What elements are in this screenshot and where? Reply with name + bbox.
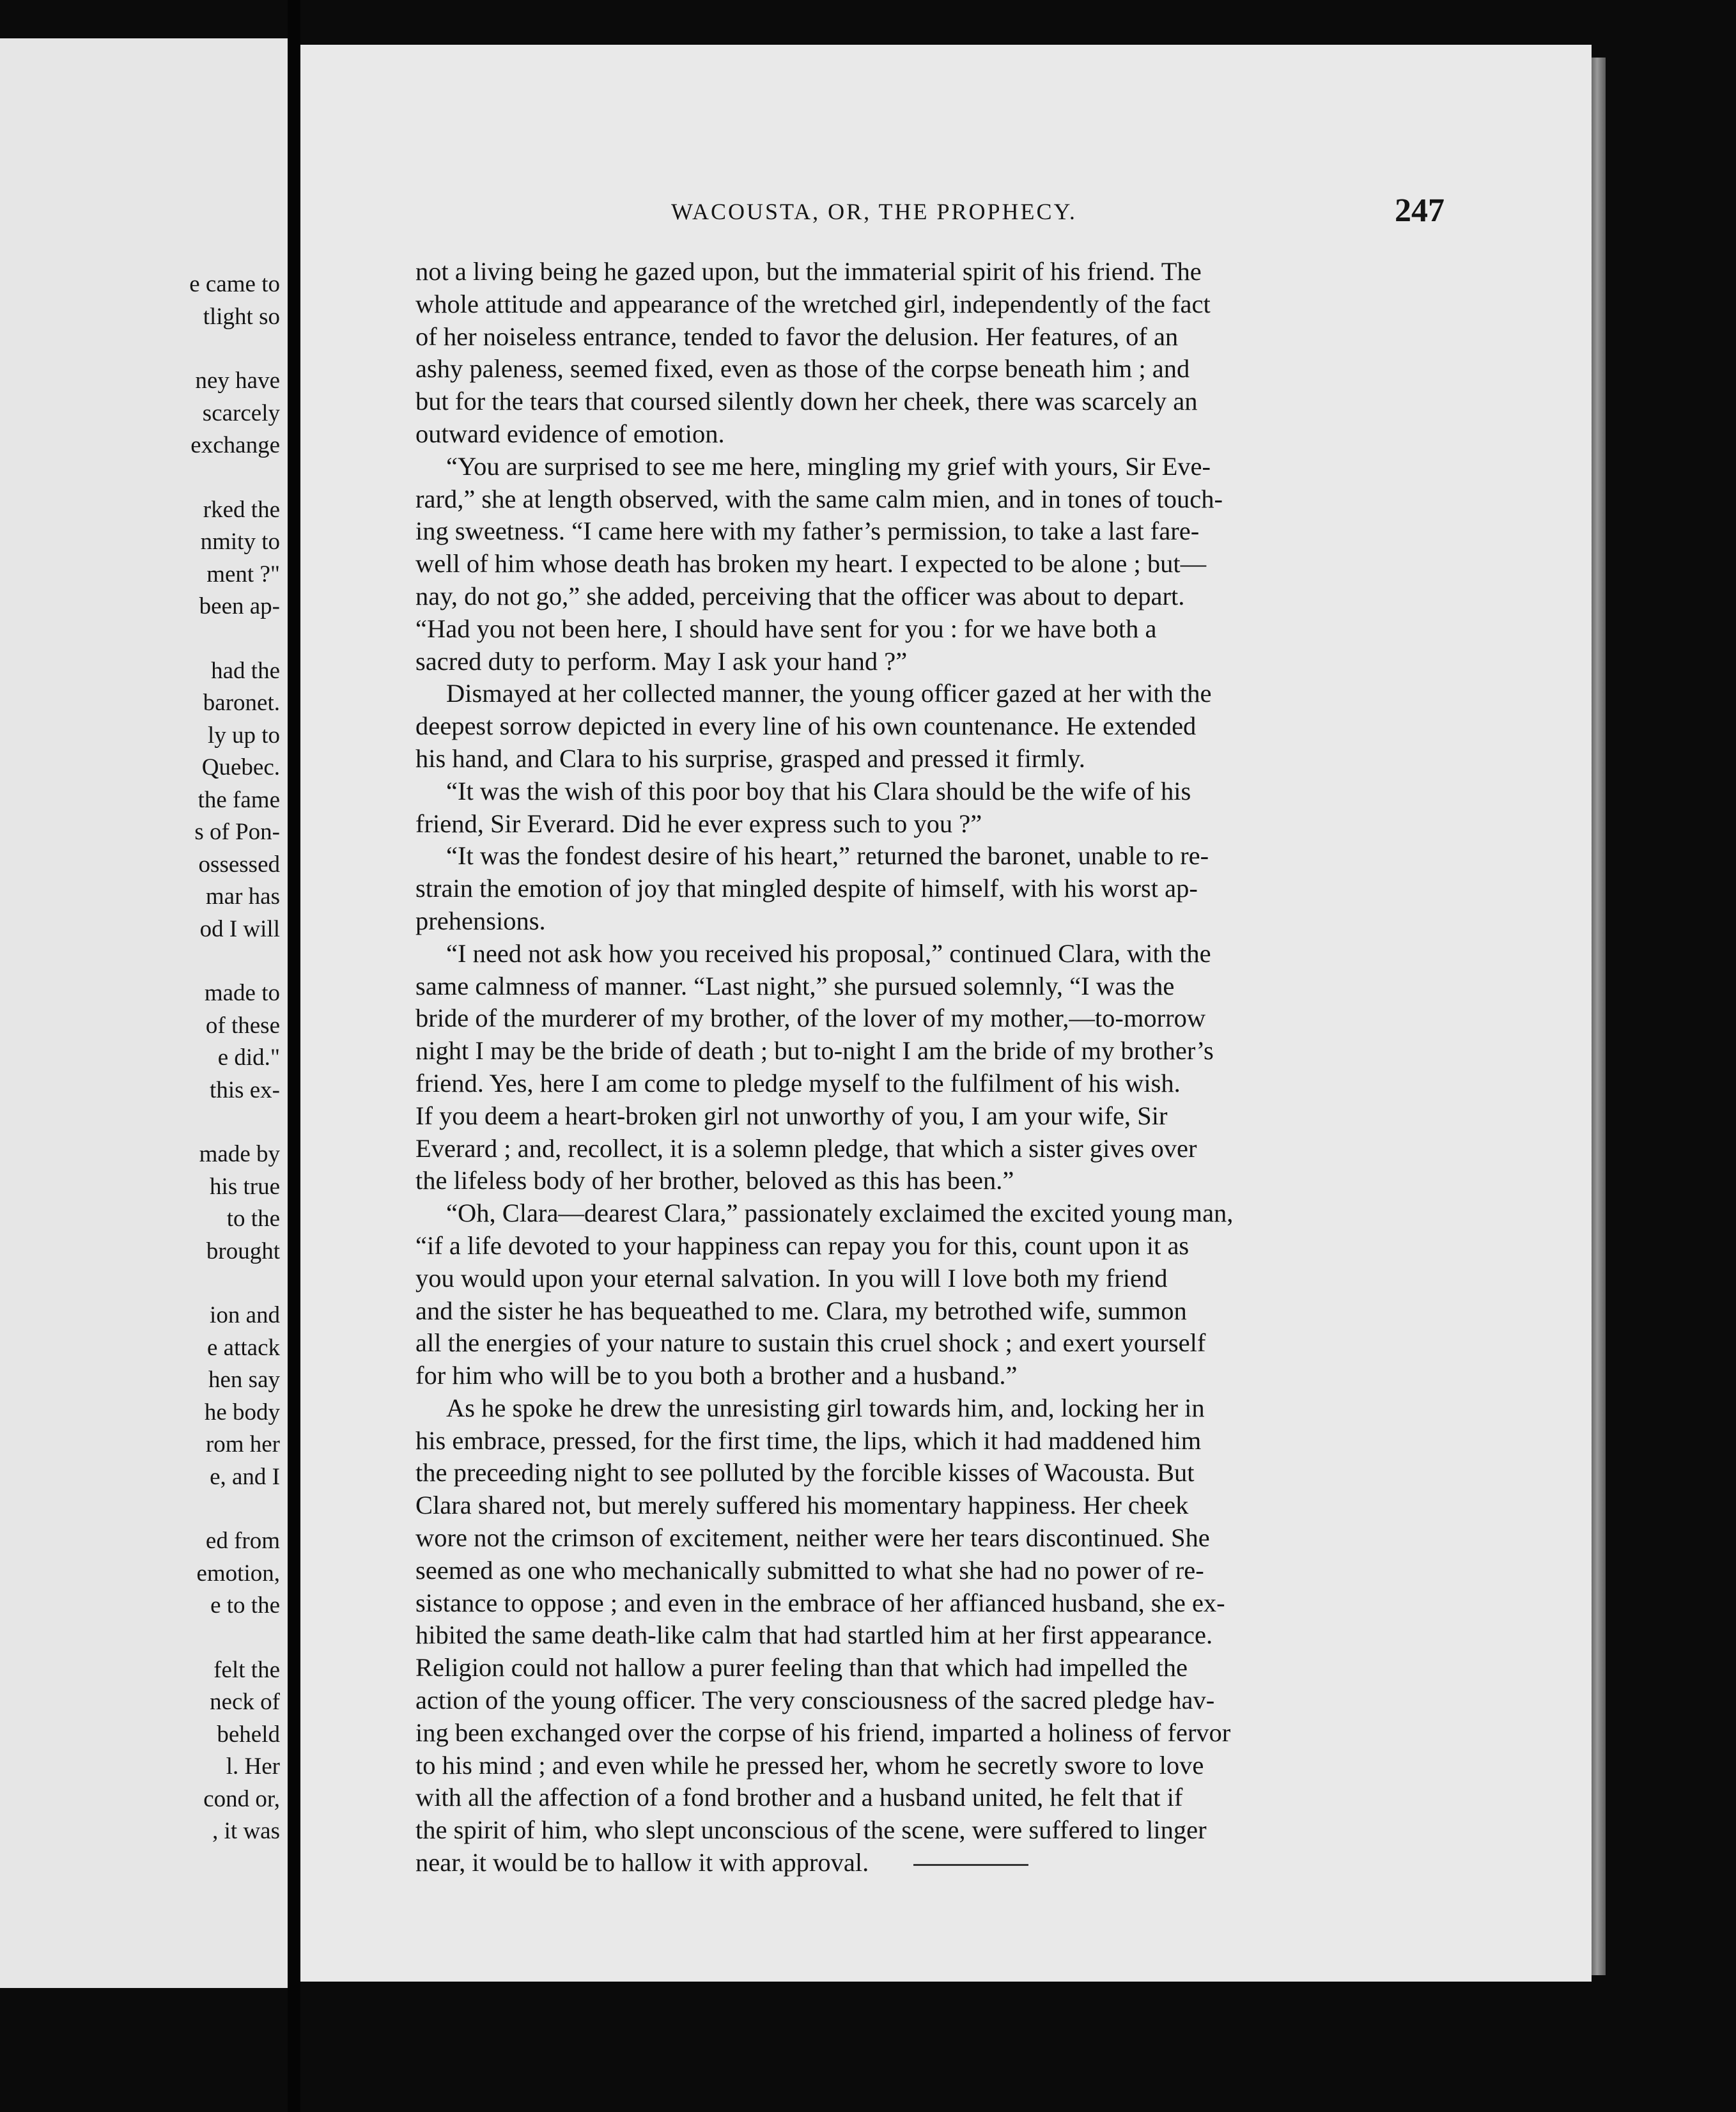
text-line: Clara shared not, but merely suffered his momentary happiness. Her cheek — [415, 1491, 1189, 1520]
left-page-line: ossessed — [198, 851, 280, 878]
left-page-line: mar has — [205, 883, 280, 910]
text-line: Everard ; and, recollect, it is a solemn pledge, that which a sister gives over — [415, 1133, 1197, 1163]
left-page-line: brought — [206, 1238, 280, 1264]
text-line: well of him whose death has broken my heart. I expected to be alone ; but— — [415, 549, 1207, 578]
left-page-line: Quebec. — [201, 754, 280, 780]
text-line: nay, do not go,” she added, perceiving that the officer was about to depart. — [415, 581, 1185, 610]
text-line: the spirit of him, who slept unconscious of the scene, were suffered to linger — [415, 1815, 1207, 1845]
left-page-text-column — [189, 268, 280, 1848]
text-line: for him who will be to you both a brother and a husband.” — [415, 1361, 1018, 1390]
text-line: bride of the murderer of my brother, of the lover of my mother,—to-morrow — [415, 1004, 1206, 1033]
paragraph — [415, 1392, 1464, 1879]
text-line: “Oh, Clara—dearest Clara,” passionately exclaimed the excited young man, — [446, 1199, 1234, 1228]
body-text — [415, 256, 1464, 1879]
left-page-line: ed from — [205, 1528, 280, 1554]
paragraph — [415, 1197, 1464, 1392]
text-line: all the energies of your nature to sustain this cruel shock ; and exert yourself — [415, 1328, 1206, 1358]
paragraph — [415, 938, 1464, 1197]
left-page-line: e came to — [189, 271, 280, 297]
left-page-line: , it was — [212, 1818, 280, 1844]
text-line: sistance to oppose ; and even in the embrace of her affianced husband, she ex- — [415, 1588, 1225, 1617]
text-line: friend, Sir Everard. Did he ever express such to you ?” — [415, 809, 982, 838]
left-page-line: he body — [204, 1399, 280, 1425]
left-page-line: felt the — [213, 1656, 280, 1683]
left-page-line: e did." — [217, 1044, 280, 1071]
left-page-line: hen say — [208, 1367, 280, 1393]
text-line: “if a life devoted to your happiness can repay you for this, count upon it as — [415, 1231, 1190, 1260]
paragraph — [415, 451, 1464, 678]
line-gap — [189, 1622, 280, 1654]
left-page-line: neck of — [210, 1689, 280, 1715]
text-line: friend. Yes, here I am come to pledge myself to the fulfilment of his wish. — [415, 1068, 1181, 1098]
left-page-line: of these — [205, 1012, 280, 1039]
left-page-line: scarcely — [202, 400, 280, 426]
left-page-line: ment ?" — [206, 561, 280, 587]
line-gap — [189, 462, 280, 494]
left-page-line: to the — [226, 1206, 280, 1232]
left-page-line: ly up to — [207, 722, 280, 749]
running-head: WACOUSTA, OR, THE PROPHECY. — [671, 199, 1077, 224]
text-line: “I need not ask how you received his proposal,” continued Clara, with the — [446, 938, 1211, 968]
text-line: ashy paleness, seemed fixed, even as those of the corpse beneath him ; and — [415, 354, 1190, 384]
paragraph — [415, 840, 1464, 937]
left-page-line: rom her — [205, 1431, 280, 1457]
paragraph — [415, 678, 1464, 775]
line-gap — [189, 1268, 280, 1300]
left-page-line: ney have — [195, 368, 280, 394]
text-line: strain the emotion of joy that mingled despite of himself, with his worst ap- — [415, 874, 1198, 903]
text-line: whole attitude and appearance of the wretched girl, independently of the fact — [415, 289, 1211, 318]
page-number: 247 — [1395, 192, 1445, 229]
text-line: and the sister he has bequeathed to me. Clara, my betrothed wife, summon — [415, 1296, 1187, 1325]
text-line: “It was the fondest desire of his heart,” returned the baronet, unable to re- — [446, 841, 1209, 871]
text-line: “You are surprised to see me here, mingling my grief with yours, Sir Eve- — [446, 451, 1211, 481]
line-gap — [189, 333, 280, 365]
left-page — [0, 38, 288, 1988]
text-line: deepest sorrow depicted in every line of his own countenance. He extended — [415, 711, 1197, 741]
left-page-line: s of Pon- — [194, 819, 280, 845]
left-page-line: l. Her — [226, 1753, 280, 1780]
text-line: ing been exchanged over the corpse of his friend, imparted a holiness of fervor — [415, 1718, 1231, 1747]
left-page-line: od I will — [199, 915, 280, 942]
line-gap — [189, 1106, 280, 1138]
text-line: his hand, and Clara to his surprise, grasped and pressed it firmly. — [415, 743, 1085, 773]
text-line: Religion could not hallow a purer feeling than that which had impelled the — [415, 1653, 1188, 1682]
text-line: his embrace, pressed, for the first time, the lips, which it had maddened him — [415, 1425, 1202, 1455]
left-page-line: rked the — [203, 496, 280, 523]
line-gap — [189, 623, 280, 655]
book-gutter — [288, 0, 300, 2112]
left-page-line: beheld — [217, 1721, 280, 1748]
text-line: ing sweetness. “I came here with my father’s permission, to take a last fare- — [415, 516, 1200, 546]
left-page-line: exchange — [190, 432, 280, 458]
text-line: wore not the crimson of excitement, neither were her tears discontinued. She — [415, 1523, 1210, 1553]
text-line: night I may be the bride of death ; but to-night I am the bride of my brother’s — [415, 1036, 1214, 1066]
left-page-line: his true — [210, 1173, 280, 1200]
left-page-line: had the — [211, 657, 280, 684]
text-line: same calmness of manner. “Last night,” she pursued solemnly, “I was the — [415, 971, 1175, 1000]
text-line: “It was the wish of this poor boy that his Clara should be the wife of his — [446, 776, 1191, 805]
line-gap — [189, 1493, 280, 1525]
left-page-line: nmity to — [200, 529, 280, 555]
text-line: prehensions. — [415, 906, 546, 935]
left-page-line: tlight so — [203, 303, 280, 330]
left-page-line: e attack — [207, 1334, 280, 1361]
paragraph — [415, 775, 1464, 841]
left-page-line: baronet. — [203, 690, 280, 716]
text-line: seemed as one who mechanically submitted to what she had no power of re- — [415, 1555, 1204, 1585]
text-line: but for the tears that coursed silently down her cheek, there was scarcely an — [415, 387, 1198, 416]
text-line: near, it would be to hallow it with approval. — [415, 1847, 1464, 1879]
text-line: “Had you not been here, I should have sent for you : for we have both a — [415, 614, 1157, 643]
left-page-line: made by — [199, 1141, 280, 1167]
text-line: the preceeding night to see polluted by the forcible kisses of Wacousta. But — [415, 1458, 1195, 1487]
text-line: hibited the same death-like calm that had startled him at her first appearance. — [415, 1620, 1213, 1650]
left-page-line: this ex- — [210, 1076, 280, 1103]
page-edge — [1592, 58, 1606, 1975]
text-line: action of the young officer. The very consciousness of the sacred pledge hav- — [415, 1686, 1215, 1715]
text-line: with all the affection of a fond brother and a husband united, he felt that if — [415, 1783, 1183, 1812]
text-line: the lifeless body of her brother, beloved as this has been.” — [415, 1166, 1014, 1195]
text-line: If you deem a heart-broken girl not unworthy of you, I am your wife, Sir — [415, 1101, 1168, 1130]
text-line: you would upon your eternal salvation. In you will I love both my friend — [415, 1263, 1168, 1293]
left-page-line: e to the — [210, 1592, 280, 1619]
text-line: to his mind ; and even while he pressed her, whom he secretly swore to love — [415, 1750, 1204, 1780]
text-line: As he spoke he drew the unresisting girl towards him, and, locking her in — [446, 1393, 1205, 1422]
left-page-line: ion and — [210, 1302, 280, 1328]
text-line: outward evidence of emotion. — [415, 419, 725, 448]
text-line: sacred duty to perform. May I ask your hand ?” — [415, 646, 908, 676]
left-page-line: cond or, — [203, 1785, 280, 1812]
left-page-line: been ap- — [199, 593, 280, 619]
text-line: Dismayed at her collected manner, the young officer gazed at her with the — [446, 679, 1212, 708]
text-line: not a living being he gazed upon, but the immaterial spirit of his friend. The — [415, 257, 1202, 286]
left-page-line: e, and I — [210, 1463, 280, 1490]
left-page-line: the fame — [198, 786, 280, 813]
end-rule — [913, 1864, 1028, 1866]
text-line: of her noiseless entrance, tended to favor the delusion. Her features, of an — [415, 322, 1179, 351]
right-page — [300, 45, 1592, 1982]
text-line: rard,” she at length observed, with the same calm mien, and in tones of touch- — [415, 484, 1223, 513]
line-gap — [189, 945, 280, 977]
left-page-line: made to — [204, 980, 280, 1006]
paragraph — [415, 256, 1464, 451]
left-page-line: emotion, — [196, 1560, 280, 1587]
